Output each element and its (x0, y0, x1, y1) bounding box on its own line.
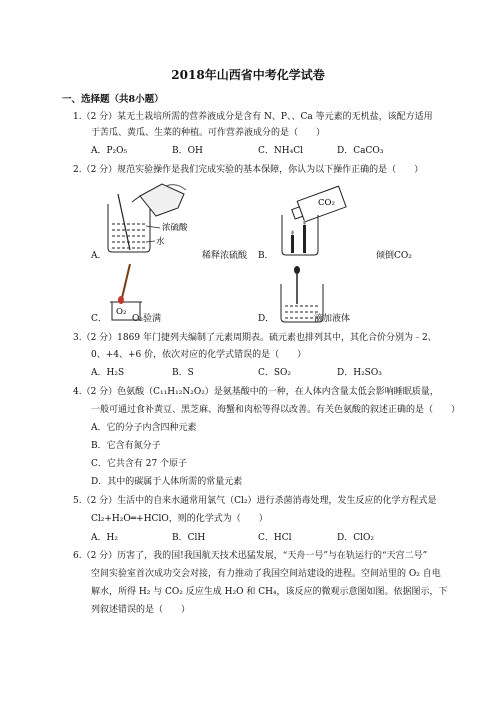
question-1-text-line1: 1.（2 分）某无土栽培所需的营养液成分是含有 N、P、、Ca 等元素的无机盐，该配方适用 (73, 112, 433, 122)
question-1-option-b: B．OH (172, 146, 203, 156)
question-5-text-line1: 5.（2 分）生活中的自来水通常用氯气（Cl₂）进行杀菌消毒处理，发生反应的化学方程式是 (73, 496, 437, 506)
question-2-option-b-letter: B． (258, 251, 274, 261)
question-4-option-d: D．其中的碳属于人体所需的常量元素 (91, 477, 243, 487)
question-4-text-line2: 一般可通过食补黄豆、黑芝麻、海蟹和肉松等得以改善。有关色氨酸的叙述正确的是（ ） (91, 405, 461, 415)
question-6-text-line3: 解水，所得 H₂ 与 CO₂ 反应生成 H₂O 和 CH₄，该反应的微观示意图如图。依据图示，下 (91, 587, 448, 597)
question-2-option-d-letter: D． (258, 314, 275, 324)
question-5-option-d: D．ClO₂ (337, 533, 374, 543)
question-2-text-line1: 2.（2 分）规范实验操作是我们完成实验的基本保障，你认为以下操作正确的是（ ） (73, 165, 424, 175)
question-5-option-a: A．H₂ (91, 533, 118, 543)
question-1-option-c: C．NH₄Cl (258, 146, 303, 156)
question-3-option-b: B．S (172, 368, 194, 378)
question-3-option-a: A．H₂S (91, 368, 125, 378)
section-heading: 一、选择题（共8小题） (62, 94, 164, 105)
label-o2: O₂ (116, 307, 127, 317)
question-2-option-c-caption: O₂验满 (132, 314, 161, 324)
question-6-text-line2: 空间实验室首次成功交会对接，有力推动了我国空间站建设的进程。空间站里的 O₂ 自电 (91, 569, 441, 579)
question-2-option-b-caption: 倾倒CO₂ (376, 251, 412, 261)
question-2-option-d-caption: 滴加液体 (314, 314, 351, 324)
question-1-option-d: D．CaCO₃ (337, 146, 384, 156)
question-4-option-a: A．它的分子内含四种元素 (91, 423, 197, 433)
question-4-text-line1: 4.（2 分）色氨酸（C₁₁H₁₂N₂O₂）是氨基酸中的一种，在人体内含量太低会影响睡眠质量， (73, 387, 439, 397)
question-3-text-line1: 3.（2 分）1869 年门捷列夫编制了元素周期表。硫元素也排列其中，其化合价分别为﹣2、 (73, 333, 437, 343)
page-title: 2018年山西省中考化学试卷 (171, 68, 325, 82)
question-2-option-a-letter: A． (91, 251, 107, 261)
figure-dilute-acid (100, 182, 200, 260)
label-water: 水 (156, 237, 165, 247)
question-3-option-c: C．SO₂ (258, 368, 292, 378)
question-4-option-c: C．它共含有 27 个原子 (91, 459, 188, 469)
question-5-option-c: C．HCl (258, 533, 292, 543)
figure-pour-co2 (262, 185, 362, 257)
question-1-option-a: A．P₂O₅ (91, 146, 128, 156)
label-co2: CO₂ (318, 198, 335, 208)
label-concentrated-acid: 浓硫酸 (162, 223, 188, 233)
question-3-option-d: D．H₂SO₃ (337, 368, 382, 378)
question-5-text-line2: Cl₂+H₂O═+HClO，则的化学式为（ ） (91, 514, 268, 524)
question-1-text-line2: 于苦瓜、黄瓜、生菜的种植。可作营养液成分的是（ ） (91, 128, 326, 138)
question-2-option-c-letter: C． (91, 314, 107, 324)
figure-o2-test (100, 262, 190, 322)
question-4-option-b: B．它含有氮分子 (91, 441, 161, 451)
question-6-text-line4: 列叙述错误的是（ ） (91, 605, 191, 615)
question-5-option-b: B．ClH (172, 533, 206, 543)
question-6-text-line1: 6.（2 分）历害了，我的国!我国航天技术迅猛发展，“天舟一号”与在轨运行的“天宫二号” (73, 551, 428, 561)
question-3-text-line2: 0、+4、+6 价，依次对应的化学式错误的是（ ） (91, 350, 307, 360)
question-2-option-a-caption: 稀释浓硫酸 (202, 251, 248, 261)
